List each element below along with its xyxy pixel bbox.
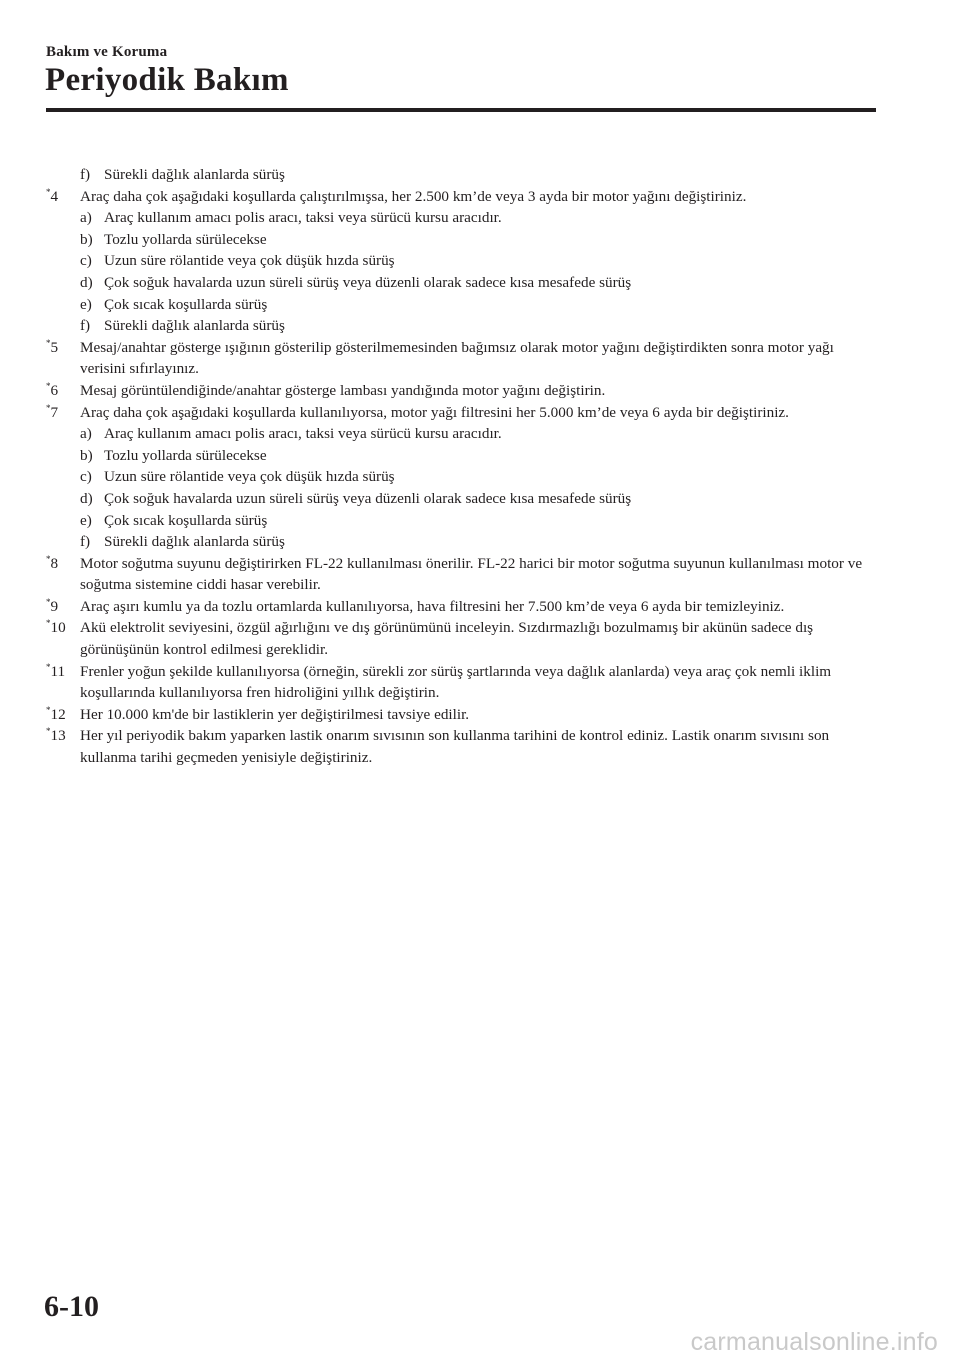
footnote-number bbox=[46, 186, 80, 208]
page-number: 6-10 bbox=[44, 1290, 99, 1323]
condition-text: Çok sıcak koşullarda sürüş bbox=[104, 295, 268, 313]
condition-item bbox=[46, 294, 876, 316]
footnote-text: Araç daha çok aşağıdaki koşullarda kullanılıyorsa, motor yağı filtresini her 5.000 km’de veya 6 ayda bir değiştiriniz. bbox=[80, 403, 789, 421]
condition-item bbox=[46, 272, 876, 294]
footnote-number-value: 12 bbox=[50, 705, 66, 723]
condition-item bbox=[46, 510, 876, 532]
condition-text: Çok sıcak koşullarda sürüş bbox=[104, 511, 268, 529]
condition-item bbox=[46, 315, 876, 337]
condition-letter: f) bbox=[80, 166, 91, 183]
footnote-number-value: 11 bbox=[50, 662, 66, 680]
footnote-number bbox=[46, 704, 80, 726]
footnote-item bbox=[46, 725, 876, 768]
footnote-marker: * bbox=[46, 337, 51, 348]
footnote-text: Araç aşırı kumlu ya da tozlu ortamlarda kullanılıyorsa, hava filtresini her 7.500 km’de veya 6 ayda bir temizleyiniz. bbox=[80, 597, 785, 615]
footnote-marker: * bbox=[46, 553, 51, 564]
condition-item bbox=[46, 531, 876, 553]
condition-item bbox=[46, 207, 876, 229]
footnote-text: Mesaj görüntülendiğinde/anahtar gösterge lambası yandığında motor yağını değiştirin. bbox=[80, 381, 606, 399]
footnote-marker: * bbox=[46, 704, 51, 715]
footnote-text: Frenler yoğun şekilde kullanılıyorsa (örneğin, sürekli zor sürüş şartlarında veya dağlık alanlarda) veya araç çok nemli iklim koşullarında kullanılıyorsa fren hidroliğini yıllık değiştirin. bbox=[80, 662, 832, 702]
footnote-marker: * bbox=[46, 596, 51, 607]
footnote-number-value: 13 bbox=[50, 727, 66, 745]
footnote-number bbox=[46, 402, 80, 424]
footnote-item bbox=[46, 617, 876, 660]
condition-text: Uzun süre rölantide veya çok düşük hızda sürüş bbox=[104, 252, 395, 270]
condition-letter: d) bbox=[80, 489, 93, 507]
footnote-marker: * bbox=[46, 402, 51, 413]
footnote-number bbox=[46, 337, 80, 380]
footnote-marker: * bbox=[46, 618, 51, 629]
condition-text: Uzun süre rölantide veya çok düşük hızda sürüş bbox=[104, 468, 395, 486]
condition-text: Araç kullanım amacı polis aracı, taksi veya sürücü kursu aracıdır. bbox=[104, 209, 502, 227]
condition-item bbox=[46, 423, 876, 445]
watermark: carmanualsonline.info bbox=[690, 1328, 938, 1356]
condition-item bbox=[46, 164, 876, 186]
title-rule bbox=[46, 108, 876, 112]
footnote-number bbox=[46, 617, 80, 660]
footnote-number-value: 9 bbox=[50, 597, 59, 615]
condition-text: Çok soğuk havalarda uzun süreli sürüş veya düzenli olarak sadece kısa mesafede sürüş bbox=[104, 489, 632, 507]
footnote-item bbox=[46, 661, 876, 704]
footnote-marker: * bbox=[46, 380, 51, 391]
condition-item bbox=[46, 250, 876, 272]
footnote-text: Araç daha çok aşağıdaki koşullarda çalıştırılmışsa, her 2.500 km’de veya 3 ayda bir motor yağını değiştiriniz. bbox=[80, 187, 747, 205]
footnote-text: Her yıl periyodik bakım yaparken lastik onarım sıvısının son kullanma tarihini de kontrol ediniz. Lastik onarım sıvısını son kullanma tarihi geçmeden yenisiyle değiştiriniz. bbox=[80, 727, 830, 767]
condition-text: Tozlu yollarda sürülecekse bbox=[104, 230, 267, 248]
footnote-number bbox=[46, 380, 80, 402]
footnote-text: Motor soğutma suyunu değiştirirken FL-22 kullanılması önerilir. FL-22 harici bir motor soğutma suyunun kullanılması motor ve soğutma sistemine ciddi hasar verebilir. bbox=[80, 554, 863, 594]
footnote-number-value: 5 bbox=[50, 338, 59, 356]
condition-letter: f) bbox=[80, 317, 91, 335]
condition-text: Sürekli dağlık alanlarda sürüş bbox=[104, 317, 285, 335]
condition-item bbox=[46, 466, 876, 488]
footnote-item bbox=[46, 337, 876, 380]
footnote-number-value: 8 bbox=[50, 554, 59, 572]
condition-letter: f) bbox=[80, 533, 91, 551]
footnote-text: Mesaj/anahtar gösterge ışığının gösterilip gösterilmemesinden bağımsız olarak motor yağını değiştirdikten sonra motor yağı verisini sıfırlayınız. bbox=[80, 338, 834, 378]
footnote-marker: * bbox=[46, 726, 51, 737]
footnote-number-value: 7 bbox=[50, 403, 59, 421]
footnote-marker: * bbox=[46, 186, 51, 197]
condition-letter: b) bbox=[80, 230, 93, 248]
condition-text: Tozlu yollarda sürülecekse bbox=[104, 446, 267, 464]
footnote-item bbox=[46, 380, 876, 402]
footnote-number bbox=[46, 725, 80, 768]
condition-letter: e) bbox=[80, 295, 92, 313]
condition-letter: a) bbox=[80, 425, 92, 443]
condition-letter: c) bbox=[80, 252, 92, 270]
footnote-number bbox=[46, 661, 80, 704]
condition-text: Araç kullanım amacı polis aracı, taksi veya sürücü kursu aracıdır. bbox=[104, 425, 502, 443]
condition-letter: a) bbox=[80, 209, 92, 227]
condition-item bbox=[46, 488, 876, 510]
footnote-number bbox=[46, 596, 80, 618]
footnote-item bbox=[46, 186, 876, 208]
footnote-item bbox=[46, 704, 876, 726]
footnote-item bbox=[46, 553, 876, 596]
footnote-marker: * bbox=[46, 661, 51, 672]
footnote-number-value: 4 bbox=[50, 187, 59, 205]
condition-letter: d) bbox=[80, 273, 93, 291]
condition-letter: b) bbox=[80, 446, 93, 464]
notes-content bbox=[46, 164, 876, 769]
footnote-number-value: 10 bbox=[50, 619, 66, 637]
condition-letter: e) bbox=[80, 511, 92, 529]
footnote-text: Her 10.000 km'de bir lastiklerin yer değiştirilmesi tavsiye edilir. bbox=[80, 705, 470, 723]
page-title: Periyodik Bakım bbox=[45, 62, 289, 98]
condition-text: Sürekli dağlık alanlarda sürüş bbox=[104, 166, 285, 183]
footnote-text: Akü elektrolit seviyesini, özgül ağırlığını ve dış görünümünü inceleyin. Sızdırmazlığı bozulmamış bir akünün sadece dış görünüşünün kontrol edilmesi gereklidir. bbox=[80, 619, 814, 659]
footnote-number bbox=[46, 553, 80, 596]
footnote-item bbox=[46, 596, 876, 618]
condition-item bbox=[46, 445, 876, 467]
footnote-item bbox=[46, 402, 876, 424]
footnote-number-value: 6 bbox=[50, 381, 59, 399]
condition-letter: c) bbox=[80, 468, 92, 486]
condition-item bbox=[46, 229, 876, 251]
condition-text: Sürekli dağlık alanlarda sürüş bbox=[104, 533, 285, 551]
section-label: Bakım ve Koruma bbox=[46, 44, 168, 60]
condition-text: Çok soğuk havalarda uzun süreli sürüş veya düzenli olarak sadece kısa mesafede sürüş bbox=[104, 273, 632, 291]
